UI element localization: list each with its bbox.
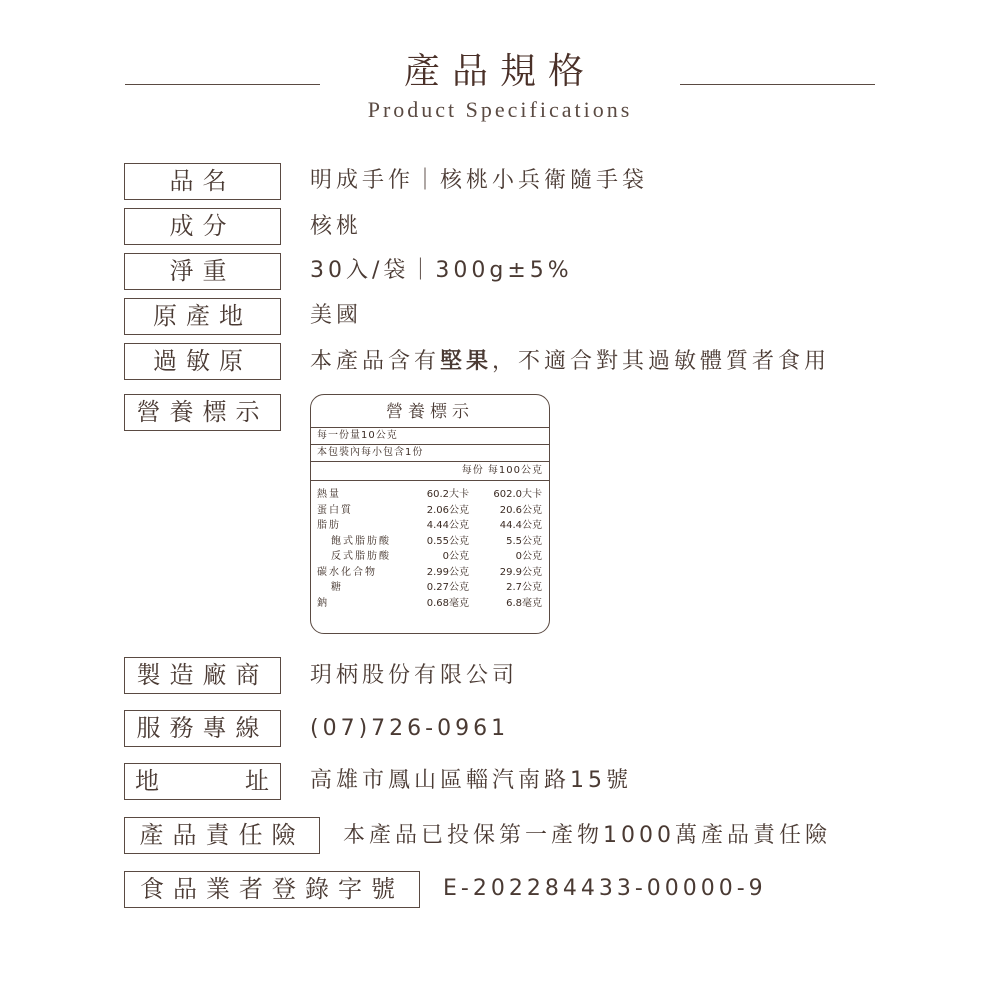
label-net-weight: 淨重: [124, 253, 281, 290]
value-registration-number: E-202284433-00000-9: [443, 876, 767, 901]
nutrient-name: 飽式脂肪酸: [331, 535, 391, 547]
nutrition-row: [311, 596, 549, 612]
value-liability-insurance: 本產品已投保第一產物1000萬產品責任險: [343, 823, 831, 848]
nutrition-row: [311, 487, 549, 503]
nutrition-row: [311, 518, 549, 534]
nutrient-name: 糖: [331, 582, 343, 593]
nutrient-per-100g: 0公克: [515, 551, 542, 562]
label-ingredients: 成分: [124, 208, 281, 245]
label-address-char-a: 地: [135, 767, 168, 795]
nutrient-per-100g: 602.0大卡: [493, 489, 542, 500]
nutrient-per-100g: 44.4公克: [499, 520, 542, 531]
label-service-hotline: 服務專線: [124, 710, 281, 747]
label-manufacturer: 製造廠商: [124, 657, 281, 694]
page-title: 產品規格: [403, 51, 596, 92]
label-address: [124, 763, 281, 800]
nutrient-per-100g: 5.5公克: [506, 535, 542, 547]
page-subtitle: Product Specifications: [367, 97, 633, 122]
nutrition-row: [311, 534, 549, 550]
nutrition-row: [311, 565, 549, 581]
label-origin: 原產地: [124, 298, 281, 335]
nutrition-row: [311, 503, 549, 519]
label-allergen: 過敏原: [124, 343, 281, 380]
header-right-rule: [680, 84, 875, 85]
nutrient-per-serving: 4.44公克: [426, 520, 469, 531]
header-left-rule: [125, 84, 320, 85]
nutrition-rows: [311, 487, 549, 611]
nutrient-per-serving: 2.99公克: [426, 566, 469, 578]
label-product-name: 品名: [124, 163, 281, 200]
value-ingredients: 核桃: [310, 214, 363, 239]
label-registration-number: 食品業者登錄字號: [124, 871, 420, 908]
nutrient-per-serving: 0.68毫克: [426, 597, 469, 609]
nutrient-per-100g: 20.6公克: [499, 504, 542, 516]
nutrient-name: 脂肪: [317, 520, 341, 531]
value-allergen: [310, 347, 830, 377]
label-liability-insurance: 產品責任險: [124, 817, 320, 854]
nutrient-per-serving: 2.06公克: [426, 504, 469, 516]
nutrient-per-100g: 2.7公克: [506, 582, 542, 593]
nutrient-name: 反式脂肪酸: [331, 551, 391, 562]
nutrition-title: 營養標示: [311, 395, 549, 428]
nutrition-serving-size: 每一份量10公克: [311, 428, 549, 445]
nutrient-name: 鈉: [317, 597, 329, 609]
nutrient-per-serving: 0.27公克: [426, 582, 469, 593]
nutrition-servings: 本包裝內每小包含1份: [311, 445, 549, 462]
value-manufacturer: 玥柄股份有限公司: [310, 663, 519, 688]
nutrient-per-serving: 0.55公克: [426, 535, 469, 547]
value-net-weight: 30入/袋｜300g±5%: [310, 258, 573, 283]
allergen-text-pre: 本產品含有: [310, 349, 441, 374]
nutrition-column-header: 每份 每100公克: [311, 462, 549, 481]
value-service-hotline: (07)726-0961: [310, 716, 510, 741]
nutrition-row: [311, 549, 549, 565]
nutrient-per-100g: 6.8毫克: [506, 597, 542, 609]
nutrition-facts-panel: [310, 394, 550, 634]
nutrient-name: 熱量: [317, 489, 341, 500]
allergen-text-bold: 堅果: [440, 349, 493, 374]
value-origin: 美國: [310, 303, 363, 328]
nutrient-name: 碳水化合物: [317, 566, 377, 578]
nutrient-per-100g: 29.9公克: [499, 566, 542, 578]
allergen-text-post: ，不適合對其過敏體質者食用: [492, 349, 831, 374]
value-product-name: 明成手作｜核桃小兵衛隨手袋: [310, 168, 649, 193]
nutrition-row: [311, 580, 549, 596]
label-nutrition: 營養標示: [124, 394, 281, 431]
nutrient-per-serving: 0公克: [442, 551, 469, 562]
value-address: 高雄市鳳山區輜汽南路15號: [310, 768, 632, 793]
label-address-char-b: 址: [245, 767, 278, 795]
nutrient-name: 蛋白質: [317, 504, 353, 516]
nutrient-per-serving: 60.2大卡: [426, 489, 469, 500]
